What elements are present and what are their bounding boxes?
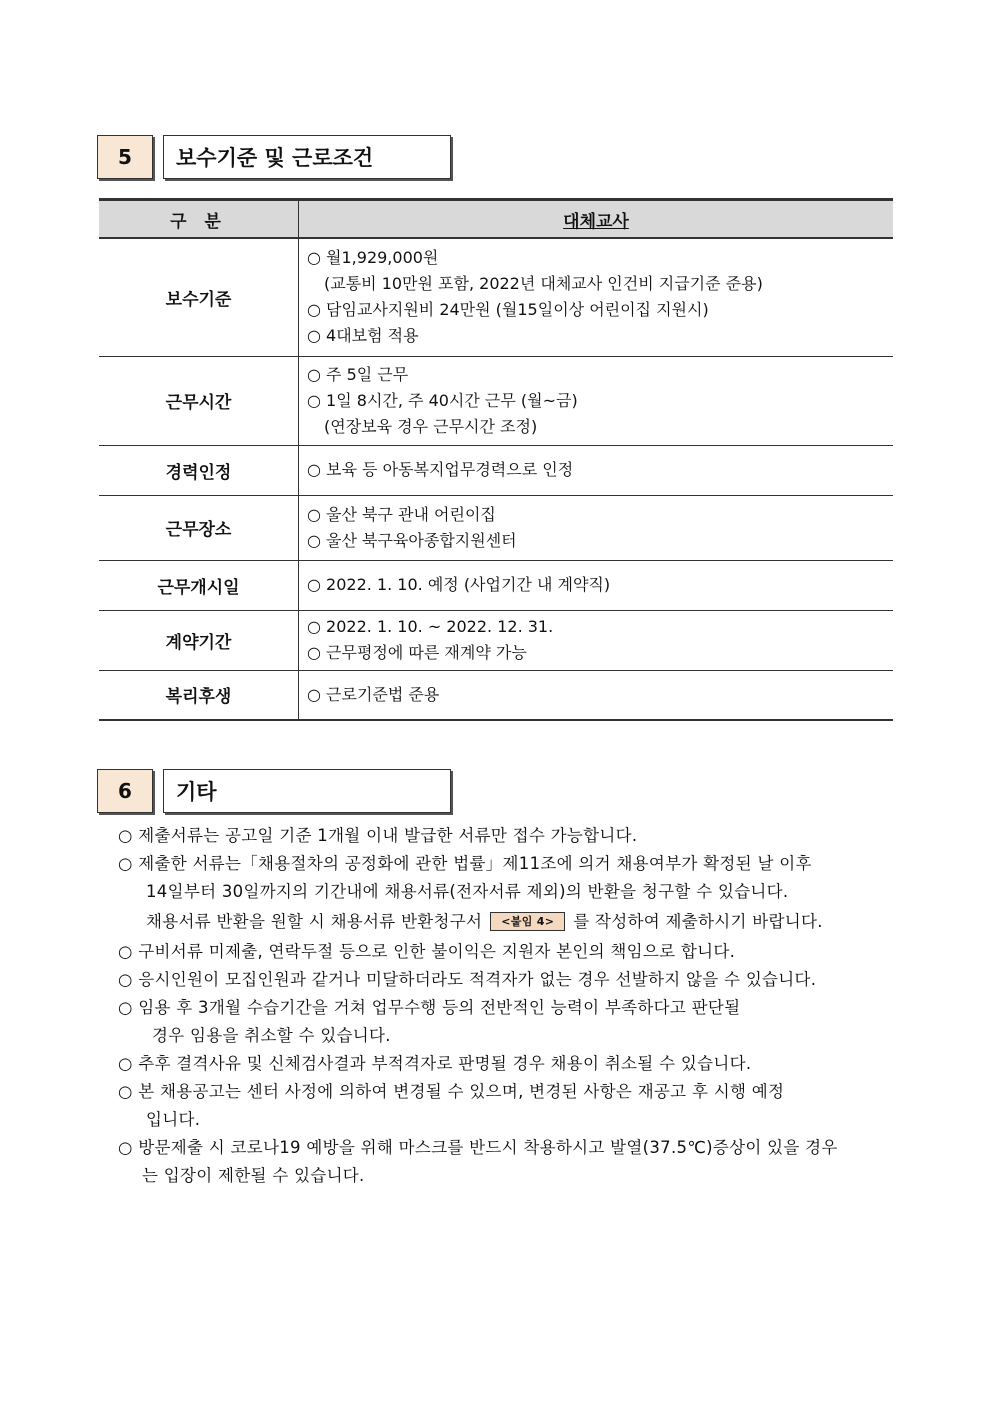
table-row	[99, 495, 893, 560]
table-row	[99, 445, 893, 495]
section-title: 보수기준 및 근로조건	[163, 135, 451, 179]
row-value: ○ 2022. 1. 10. 예정 (사업기간 내 계약직)	[299, 560, 894, 610]
row-value: ○ 월1,929,000원 (교통비 10만원 포함, 2022년 대체교사 인건비 지급기준 준용) ○ 담임교사지원비 24만원 (월15일이상 어린이집 지원시) ○ 4대보험 적용	[299, 238, 894, 356]
row-label: 근무장소	[99, 495, 299, 560]
list-item: ○ 방문제출 시 코로나19 예방을 위해 마스크를 반드시 착용하시고 발열(37.5℃)증상이 있을 경우 는 입장이 제한될 수 있습니다.	[118, 1138, 838, 1185]
section-number: 5	[97, 135, 153, 179]
table-header-row	[99, 200, 893, 239]
table-row	[99, 356, 893, 445]
row-value: ○ 근로기준법 준용	[299, 670, 894, 720]
table-row	[99, 238, 893, 356]
row-value: ○ 보육 등 아동복지업무경력으로 인정	[299, 445, 894, 495]
table-row	[99, 670, 893, 720]
attachment-badge: <붙임 4>	[490, 912, 565, 931]
list-item: ○ 임용 후 3개월 수습기간을 거쳐 업무수행 등의 전반적인 능력이 부족하다고 판단될 경우 임용을 취소할 수 있습니다.	[118, 998, 741, 1045]
row-label: 근무개시일	[99, 560, 299, 610]
section-number: 6	[97, 769, 153, 813]
header-substitute-teacher: 대체교사	[299, 200, 894, 239]
list-item: ○ 제출서류는 공고일 기준 1개월 이내 발급한 서류만 접수 가능합니다.	[118, 826, 638, 845]
notes-list	[118, 822, 908, 1190]
section-title: 기타	[163, 769, 451, 813]
header-category: 구 분	[99, 200, 299, 239]
row-label: 근무시간	[99, 356, 299, 445]
section-5-header	[97, 135, 451, 179]
conditions-table	[99, 198, 893, 721]
section-6-header	[97, 769, 451, 813]
list-item: ○ 제출한 서류는「채용절차의 공정화에 관한 법률」제11조에 의거 채용여부가 확정된 날 이후 14일부터 30일까지의 기간내에 채용서류(전자서류 제외)의 반환을 청구할 수 있습니다. 채용서류 반환을 원할 시 채용서류 반환청구서 <붙임 4> 를 작성하여 제출하시기 바랍니다.	[118, 854, 823, 931]
list-item: ○ 추후 결격사유 및 신체검사결과 부적격자로 판명될 경우 채용이 취소될 수 있습니다.	[118, 1054, 752, 1073]
row-value: ○ 주 5일 근무 ○ 1일 8시간, 주 40시간 근무 (월~금) (연장보육 경우 근무시간 조정)	[299, 356, 894, 445]
table-row	[99, 560, 893, 610]
list-item: ○ 구비서류 미제출, 연락두절 등으로 인한 불이익은 지원자 본인의 책임으로 합니다.	[118, 942, 736, 961]
list-item: ○ 응시인원이 모집인원과 같거나 미달하더라도 적격자가 없는 경우 선발하지 않을 수 있습니다.	[118, 970, 817, 989]
row-label: 계약기간	[99, 610, 299, 670]
row-label: 경력인정	[99, 445, 299, 495]
row-label: 보수기준	[99, 238, 299, 356]
row-value: ○ 울산 북구 관내 어린이집 ○ 울산 북구육아종합지원센터	[299, 495, 894, 560]
row-value: ○ 2022. 1. 10. ~ 2022. 12. 31. ○ 근무평정에 따른 재계약 가능	[299, 610, 894, 670]
list-item: ○ 본 채용공고는 센터 사정에 의하여 변경될 수 있으며, 변경된 사항은 재공고 후 시행 예정 입니다.	[118, 1082, 785, 1129]
table-row	[99, 610, 893, 670]
row-label: 복리후생	[99, 670, 299, 720]
